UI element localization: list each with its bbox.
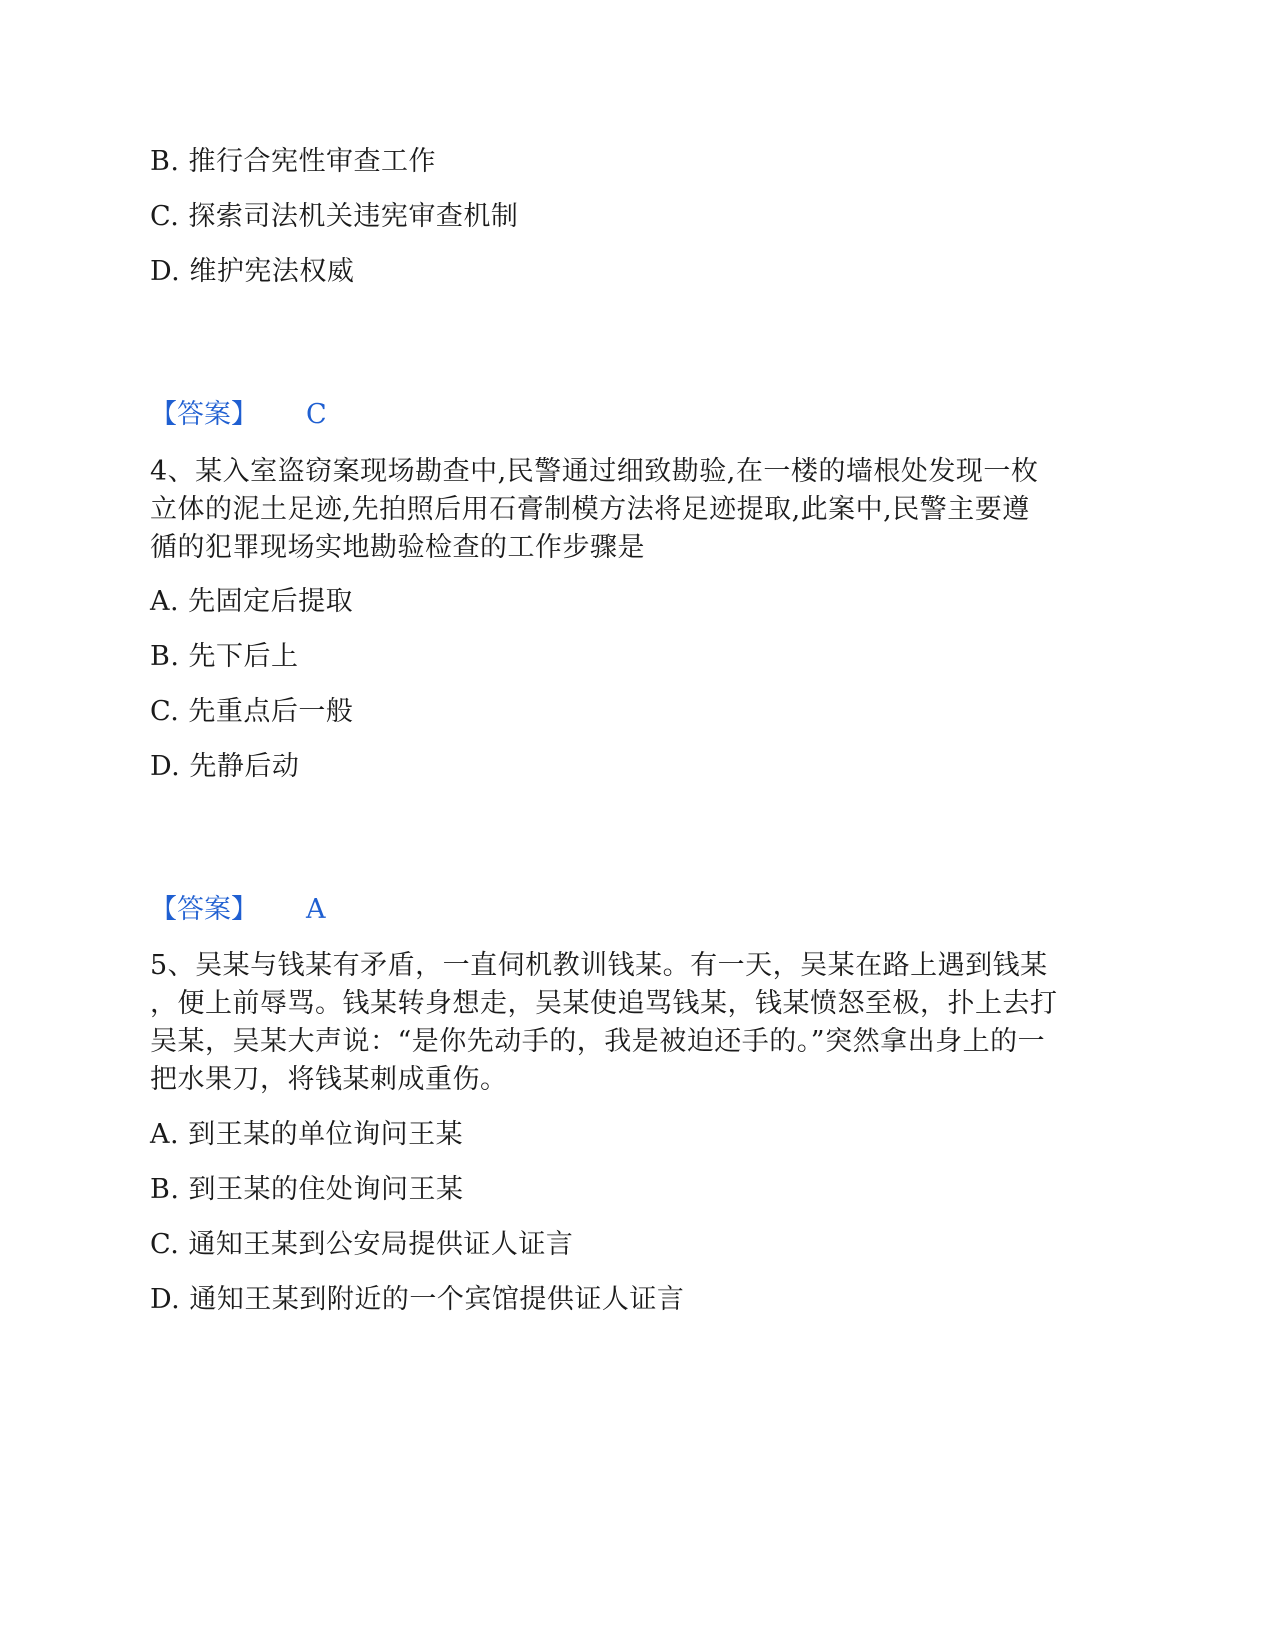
q5-option-d: D. 通知王某到附近的一个宾馆提供证人证言 [150,1284,685,1315]
q3-option-c: C. 探索司法机关违宪审查机制 [150,201,519,232]
q4-option-b: B. 先下后上 [150,641,299,672]
q3-answer [150,397,327,433]
q5-option-b: B. 到王某的住处询问王某 [150,1174,464,1205]
q4-answer [150,892,326,928]
q4-stem-line-3: 循的犯罪现场实地勘验检查的工作步骤是 [150,532,645,563]
q3-option-b: B. 推行合宪性审查工作 [150,146,437,177]
q5-option-a: A. 到王某的单位询问王某 [150,1119,464,1150]
q4-stem-line-1: 4、某入室盗窃案现场勘查中,民警通过细致勘验,在一楼的墙根处发现一枚 [150,456,1039,487]
q4-answer-label: 【答案】 [150,894,258,925]
q3-option-d: D. 维护宪法权威 [150,256,355,287]
q5-stem-line-3: 吴某，吴某大声说：“是你先动手的，我是被迫还手的。”突然拿出身上的一 [150,1026,1046,1057]
q4-option-d: D. 先静后动 [150,751,300,782]
q3-answer-value: C [306,399,327,430]
q4-answer-value: A [306,894,326,925]
q4-option-c: C. 先重点后一般 [150,696,354,727]
q4-stem-line-2: 立体的泥土足迹,先拍照后用石膏制模方法将足迹提取,此案中,民警主要遵 [150,494,1030,525]
q5-stem-line-1: 5、吴某与钱某有矛盾，一直伺机教训钱某。有一天，吴某在路上遇到钱某 [150,950,1048,981]
q4-option-a: A. 先固定后提取 [150,586,354,617]
q5-option-c: C. 通知王某到公安局提供证人证言 [150,1229,574,1260]
q3-answer-label: 【答案】 [150,399,258,430]
q5-stem-line-4: 把水果刀，将钱某刺成重伤。 [150,1064,508,1095]
q5-stem-line-2: ，便上前辱骂。钱某转身想走，吴某使追骂钱某，钱某愤怒至极，扑上去打 [150,988,1058,1019]
